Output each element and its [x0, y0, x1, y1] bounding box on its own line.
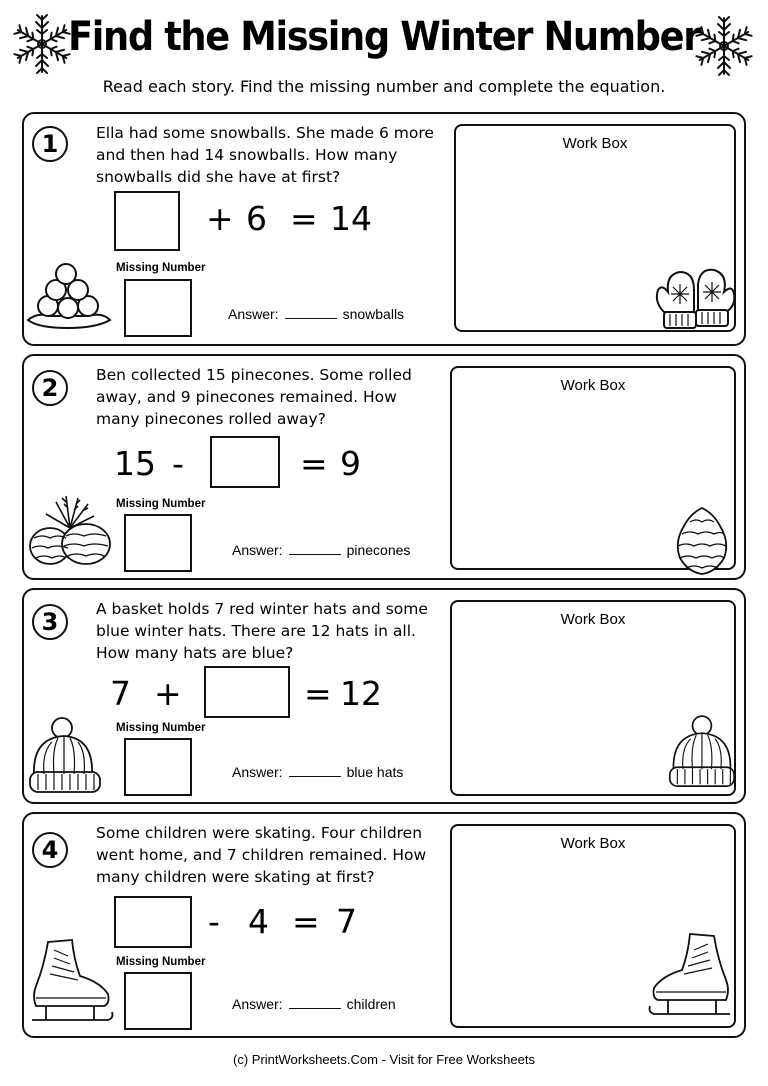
winter-hat-icon — [28, 716, 102, 800]
missing-number-label: Missing Number — [116, 722, 206, 734]
equation-result: 7 — [336, 902, 357, 941]
work-box-label: Work Box — [562, 135, 628, 152]
ice-skate-icon — [28, 936, 114, 1030]
answer-line[interactable] — [232, 996, 396, 1012]
answer-unit: blue hats — [346, 764, 404, 780]
answer-blank[interactable] — [289, 1008, 341, 1009]
equation-equals: = — [300, 444, 328, 483]
problem-card — [22, 812, 746, 1038]
missing-number-box[interactable] — [124, 514, 192, 572]
equation-operator: + — [154, 674, 182, 713]
problem-number: 1 — [32, 126, 68, 162]
problem-number: 4 — [32, 832, 68, 868]
equation-equals: = — [292, 902, 320, 941]
equation-blank-box[interactable] — [210, 436, 280, 488]
problem-card — [22, 588, 746, 804]
problem-number: 2 — [32, 370, 68, 406]
work-box[interactable] — [450, 824, 736, 1028]
work-box-label: Work Box — [560, 611, 626, 628]
footer-credit: (c) PrintWorksheets.Com - Visit for Free Worksheets — [233, 1052, 535, 1067]
equation-result: 14 — [330, 199, 372, 238]
answer-line[interactable] — [228, 306, 404, 322]
work-box[interactable] — [454, 124, 736, 332]
problem-card — [22, 112, 746, 346]
equation-number: 15 — [114, 444, 156, 483]
mittens-icon — [652, 262, 738, 338]
missing-number-box[interactable] — [124, 279, 192, 337]
equation-result: 9 — [340, 444, 361, 483]
equation-result: 12 — [340, 674, 382, 713]
missing-number-label: Missing Number — [116, 262, 206, 274]
answer-line[interactable] — [232, 542, 410, 558]
problem-number: 3 — [32, 604, 68, 640]
answer-blank[interactable] — [289, 776, 341, 777]
work-box-label: Work Box — [560, 377, 626, 394]
pinecone-icon — [670, 504, 734, 578]
problem-story: A basket holds 7 red winter hats and some blue winter hats. There are 12 hats in all. How many hats are blue? — [96, 600, 428, 662]
answer-label: Answer: — [228, 306, 279, 322]
problem-story: Ben collected 15 pinecones. Some rolled away, and 9 pinecones remained. How many pinecones rolled away? — [96, 366, 412, 428]
snowball-pile-icon — [26, 254, 112, 334]
problem-story: Some children were skating. Four children went home, and 7 children remained. How many children were skating at first? — [96, 824, 427, 886]
missing-number-label: Missing Number — [116, 498, 206, 510]
answer-label: Answer: — [232, 764, 283, 780]
answer-unit: pinecones — [346, 542, 411, 558]
answer-label: Answer: — [232, 542, 283, 558]
equation-equals: = — [304, 674, 332, 713]
winter-hat-icon — [666, 714, 736, 794]
answer-blank[interactable] — [289, 554, 341, 555]
answer-blank[interactable] — [285, 318, 337, 319]
work-box-label: Work Box — [560, 835, 626, 852]
work-box[interactable] — [450, 600, 736, 796]
equation-blank-box[interactable] — [204, 666, 290, 718]
missing-number-label: Missing Number — [116, 956, 206, 968]
work-box[interactable] — [450, 366, 736, 570]
page-title: Find the Missing Winter Number — [68, 14, 700, 60]
answer-unit: snowballs — [342, 306, 405, 322]
missing-number-box[interactable] — [124, 738, 192, 796]
equation-equals: = — [290, 199, 318, 238]
equation-blank-box[interactable] — [114, 191, 180, 251]
problem-card — [22, 354, 746, 580]
equation-number: 6 — [246, 199, 267, 238]
equation-number: 7 — [110, 674, 131, 713]
equation-operator: - — [172, 444, 184, 483]
missing-number-box[interactable] — [124, 972, 192, 1030]
answer-unit: children — [346, 996, 396, 1012]
answer-label: Answer: — [232, 996, 283, 1012]
ice-skate-icon — [648, 930, 734, 1024]
answer-line[interactable] — [232, 764, 403, 780]
pinecones-icon — [26, 492, 114, 570]
equation-operator: + — [206, 199, 234, 238]
problem-story: Ella had some snowballs. She made 6 more and then had 14 snowballs. How many snowballs did she have at first? — [96, 124, 434, 186]
equation-operator: - — [208, 902, 220, 941]
equation-blank-box[interactable] — [114, 896, 192, 948]
page-instructions: Read each story. Find the missing number and complete the equation. — [102, 77, 666, 96]
equation-number: 4 — [248, 902, 269, 941]
